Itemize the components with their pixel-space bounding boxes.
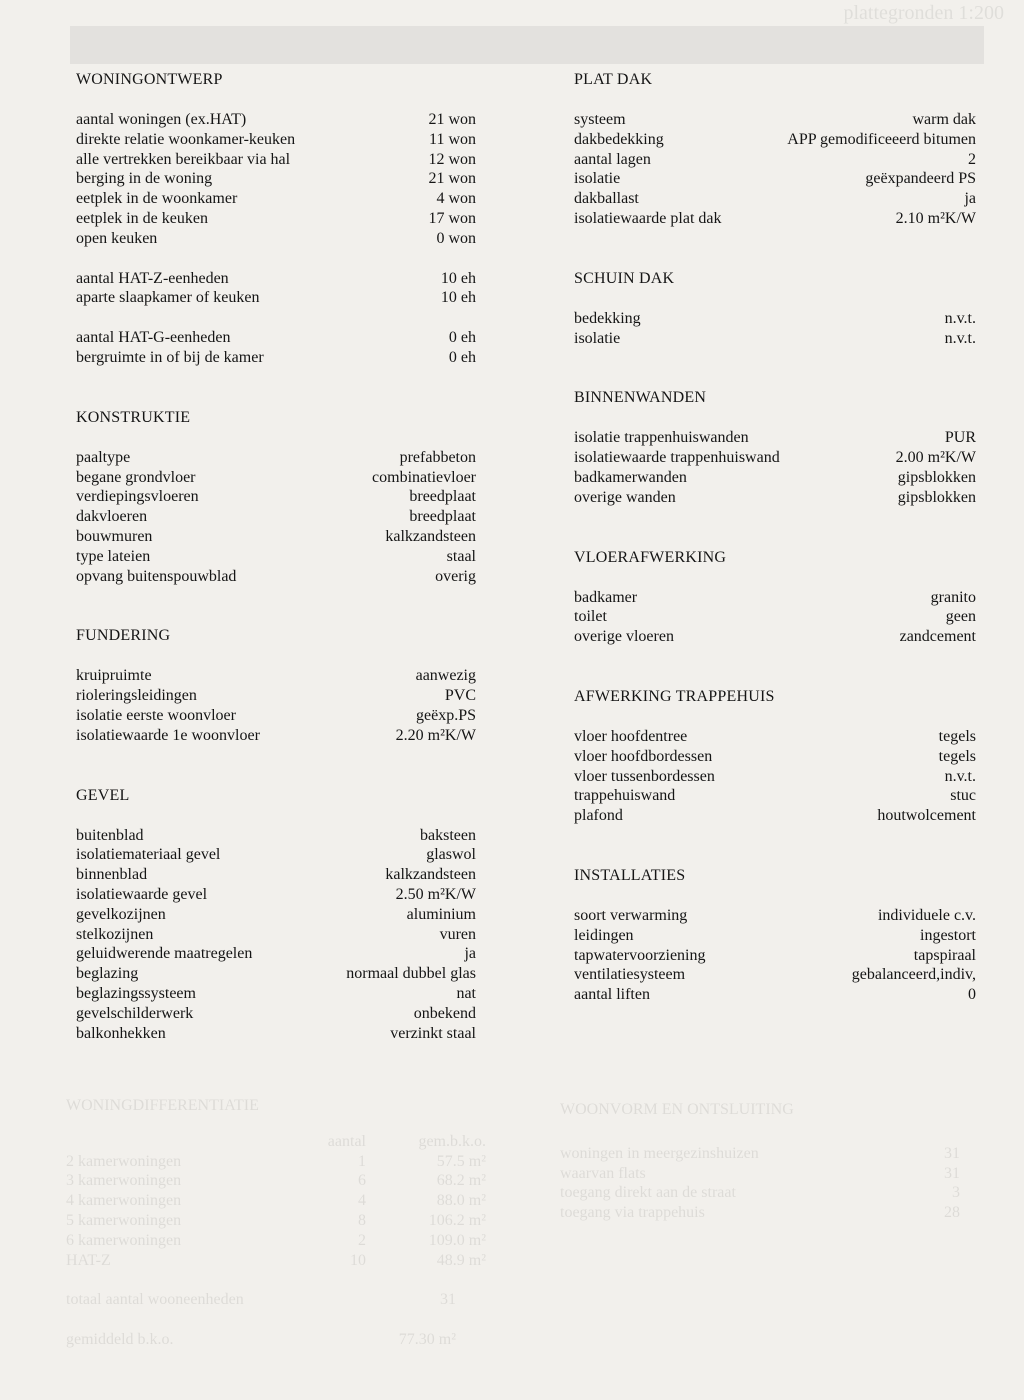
row-label: paaltype (76, 448, 131, 466)
table-row (76, 288, 476, 308)
row-value: stuc (950, 787, 976, 805)
row-label: dakbedekking (574, 130, 664, 148)
ghost-cell: 5 kamerwoningen (66, 1211, 182, 1229)
row-label: isolatiewaarde 1e woonvloer (76, 726, 260, 744)
table-row (560, 1144, 960, 1164)
row-value: 2.00 m²K/W (895, 449, 976, 467)
section-title: FUNDERING (76, 627, 171, 645)
table-row (574, 309, 976, 329)
row-label: bouwmuren (76, 527, 153, 545)
row-value: warm dak (912, 111, 976, 128)
ghost-cell: 6 kamerwoningen (66, 1231, 182, 1249)
section-title: GEVEL (76, 786, 130, 804)
row-value: 0 won (436, 229, 476, 247)
table-row (76, 567, 476, 587)
row-label: opvang buitenspouwblad (76, 567, 237, 585)
ghost-cell: 57.5 m² (436, 1152, 486, 1170)
section-title: VLOERAFWERKING (574, 548, 727, 566)
table-row (560, 1164, 960, 1184)
row-label: trappehuiswand (574, 787, 676, 805)
row-label: woningen in meergezinshuizen (560, 1144, 759, 1162)
row-label: leidingen (574, 926, 634, 944)
section-gevel (76, 786, 476, 1044)
row-label: beglazingssysteem (76, 984, 196, 1002)
table-row (76, 468, 476, 488)
row-value: n.v.t. (944, 767, 976, 785)
table-row (76, 905, 476, 925)
table-row (76, 845, 476, 865)
table-row (76, 944, 476, 964)
table-row (76, 527, 476, 547)
row-label: type lateien (76, 547, 151, 565)
row-label: beglazing (76, 965, 139, 983)
section-title: BINNENWANDEN (574, 389, 707, 407)
ghost-header-row (66, 1132, 486, 1152)
row-value: tegels (938, 747, 976, 765)
row-value: 28 (944, 1204, 960, 1222)
row-value: 10 eh (440, 269, 476, 287)
ghost-avg-row (66, 1330, 486, 1350)
ghost-cell: 4 kamerwoningen (66, 1192, 182, 1210)
row-label: bergruimte in of bij de kamer (76, 348, 264, 366)
row-label: dakballast (574, 190, 639, 208)
ghost-total-value: 31 (440, 1291, 456, 1309)
ghost-cell: 109.0 m² (428, 1231, 486, 1249)
row-label: gevelschilderwerk (76, 1004, 194, 1022)
right-column (574, 70, 976, 1005)
row-label: vloer hoofdentree (574, 727, 688, 745)
table-row (574, 150, 976, 170)
row-value: aanwezig (415, 667, 476, 685)
ghost-woningdifferentiatie (66, 1096, 486, 1350)
row-value: 10 eh (440, 289, 476, 307)
row-label: isolatie eerste woonvloer (76, 706, 236, 724)
row-label: tapwatervoorziening (574, 946, 706, 964)
table-row (76, 448, 476, 468)
row-label: plafond (574, 807, 623, 825)
table-row (574, 767, 976, 787)
table-row (76, 507, 476, 527)
table-row (76, 1024, 476, 1044)
section-title: AFWERKING TRAPPEHUIS (574, 687, 775, 705)
row-label: isolatie (574, 170, 621, 188)
row-value: 2.50 m²K/W (395, 885, 476, 903)
table-row (574, 747, 976, 767)
table-row (76, 328, 476, 348)
table-row (574, 588, 976, 608)
row-value: tapspiraal (913, 946, 976, 964)
table-row (76, 925, 476, 945)
row-value: 12 won (428, 150, 476, 168)
table-row (574, 946, 976, 966)
table-row (574, 607, 976, 627)
row-value: breedplaat (409, 488, 476, 506)
table-row (574, 965, 976, 985)
ghost-cell: 106.2 m² (428, 1211, 486, 1229)
row-value: geëxp.PS (416, 706, 476, 724)
table-row (76, 487, 476, 507)
row-label: toilet (574, 608, 607, 626)
section-fundering (76, 626, 476, 745)
table-row (76, 209, 476, 229)
table-row (76, 706, 476, 726)
ghost-cell: 68.2 m² (436, 1172, 486, 1190)
table-row (574, 428, 976, 448)
table-row (560, 1183, 960, 1203)
row-value: 31 (944, 1144, 960, 1162)
row-value: PVC (444, 687, 476, 705)
table-row (574, 209, 976, 229)
section-konstruktie (76, 408, 476, 587)
table-row (574, 169, 976, 189)
ghost-cell: 88.0 m² (436, 1192, 486, 1210)
row-label: binnenblad (76, 866, 148, 884)
section-binnenwanden (574, 388, 976, 507)
row-label: isolatie (574, 329, 621, 347)
row-value: gipsblokken (897, 468, 976, 486)
row-label: verdiepingsvloeren (76, 488, 199, 506)
row-value: granito (930, 588, 976, 606)
table-row (76, 964, 476, 984)
table-row (76, 348, 476, 368)
row-label: vloer tussenbordessen (574, 767, 715, 785)
row-value: individuele c.v. (877, 906, 976, 924)
table-row (574, 189, 976, 209)
row-value: aluminium (406, 905, 476, 923)
row-value: staal (446, 547, 476, 565)
row-value: prefabbeton (399, 448, 476, 466)
section-title: PLAT DAK (574, 71, 653, 88)
ghost-cell: 2 kamerwoningen (66, 1152, 182, 1170)
row-label: ventilatiesysteem (574, 966, 686, 984)
row-value: gipsblokken (897, 488, 976, 506)
ghost-cell: HAT-Z (66, 1251, 111, 1269)
table-row (574, 488, 976, 508)
ghost-cell: 3 kamerwoningen (66, 1172, 182, 1190)
row-label: isolatiewaarde trappenhuiswand (574, 449, 780, 467)
row-label: badkamerwanden (574, 468, 687, 486)
ghost-title: WONINGDIFFERENTIATIE (66, 1097, 259, 1114)
row-label: open keuken (76, 229, 158, 247)
row-value: 2.10 m²K/W (895, 209, 976, 227)
table-row (574, 130, 976, 150)
row-label: isolatiewaarde plat dak (574, 209, 722, 227)
row-label: direkte relatie woonkamer-keuken (76, 130, 296, 148)
table-row (76, 169, 476, 189)
table-row (574, 786, 976, 806)
row-label: alle vertrekken bereikbaar via hal (76, 150, 291, 168)
table-row (574, 448, 976, 468)
row-label: aantal HAT-G-eenheden (76, 329, 231, 347)
table-row (76, 189, 476, 209)
row-label: overige wanden (574, 488, 676, 506)
row-label: aantal woningen (ex.HAT) (76, 111, 247, 128)
row-value: overig (435, 567, 476, 585)
row-label: gevelkozijnen (76, 905, 166, 923)
section-plat-dak (574, 70, 976, 229)
table-row (76, 130, 476, 150)
row-value: n.v.t. (944, 309, 976, 327)
table-row (574, 627, 976, 647)
table-row (76, 269, 476, 289)
row-value: normaal dubbel glas (346, 965, 476, 983)
row-value: ingestort (920, 926, 976, 944)
row-value: 11 won (429, 130, 476, 148)
table-row (574, 110, 976, 130)
row-value: 0 (968, 986, 976, 1004)
row-label: isolatiewaarde gevel (76, 885, 208, 903)
ghost-avg-label: gemiddeld b.k.o. (66, 1331, 174, 1349)
row-value: 2.20 m²K/W (395, 726, 476, 744)
row-value: kalkzandsteen (385, 866, 476, 884)
table-row (76, 229, 476, 249)
table-row (76, 865, 476, 885)
scan-shadow (70, 26, 984, 64)
ghost-row (66, 1191, 486, 1211)
row-value: n.v.t. (944, 329, 976, 347)
row-label: isolatie trappenhuiswanden (574, 429, 749, 447)
row-label: rioleringsleidingen (76, 687, 197, 705)
table-row (574, 329, 976, 349)
table-row (76, 826, 476, 846)
row-value: geen (945, 608, 976, 626)
row-value: gebalanceerd,indiv, (851, 966, 976, 984)
row-value: zandcement (899, 628, 976, 646)
section-title: KONSTRUKTIE (76, 408, 191, 426)
row-label: eetplek in de woonkamer (76, 190, 238, 208)
section-vloerafwerking (574, 548, 976, 647)
row-value: glaswol (426, 846, 476, 864)
ghost-cell: 48.9 m² (436, 1251, 486, 1269)
section-schuin-dak (574, 269, 976, 349)
row-label: balkonhekken (76, 1024, 166, 1042)
row-value: 0 eh (448, 348, 476, 366)
ghost-total-label: totaal aantal wooneenheden (66, 1291, 244, 1309)
table-row (76, 110, 476, 130)
row-value: tegels (938, 727, 976, 745)
row-label: dakvloeren (76, 508, 148, 526)
left-column (76, 70, 476, 1043)
row-label: stelkozijnen (76, 925, 154, 943)
row-label: waarvan flats (560, 1164, 646, 1182)
ghost-cell: 1 (358, 1152, 366, 1170)
table-row (76, 150, 476, 170)
row-label: bedekking (574, 309, 641, 327)
row-label: aantal HAT-Z-eenheden (76, 269, 229, 287)
section-afwerking-trappehuis (574, 687, 976, 826)
section-title: SCHUIN DAK (574, 269, 675, 287)
ghost-cell: 2 (358, 1231, 366, 1249)
ghost-woonvorm (560, 1100, 960, 1223)
row-label: berging in de woning (76, 170, 213, 188)
table-row (574, 985, 976, 1005)
ghost-cell: 10 (350, 1251, 366, 1269)
ghost-cell: 6 (358, 1172, 366, 1190)
table-row (76, 1004, 476, 1024)
table-row (76, 547, 476, 567)
row-label: begane grondvloer (76, 468, 196, 486)
row-value: APP gemodificeeerd bitumen (787, 130, 976, 148)
row-value: geëxpandeerd PS (865, 170, 976, 188)
table-row (76, 686, 476, 706)
row-value: baksteen (420, 826, 476, 844)
row-value: 3 (952, 1184, 960, 1202)
row-label: geluidwerende maatregelen (76, 945, 253, 963)
row-value: houtwolcement (877, 807, 976, 825)
table-row (574, 926, 976, 946)
row-value: combinatievloer (372, 468, 476, 486)
row-value: verzinkt staal (390, 1024, 476, 1042)
row-value: 0 eh (448, 329, 476, 347)
row-label: buitenblad (76, 826, 144, 844)
row-value: ja (464, 945, 476, 963)
table-row (574, 906, 976, 926)
ghost-row (66, 1251, 486, 1271)
table-row (76, 666, 476, 686)
table-row (574, 806, 976, 826)
row-label: aantal liften (574, 986, 650, 1004)
section-title: WONINGONTWERP (76, 71, 223, 88)
ghost-row (66, 1171, 486, 1191)
section-woningontwerp (76, 70, 476, 368)
ghost-avg-value: 77.30 m² (398, 1331, 456, 1349)
table-row (76, 726, 476, 746)
row-label: toegang via trappehuis (560, 1204, 705, 1222)
ghost-col-head: aantal (327, 1132, 366, 1150)
ghost-cell: 8 (358, 1211, 366, 1229)
row-value: 31 (944, 1164, 960, 1182)
ghost-cell: 4 (358, 1192, 366, 1210)
row-label: overige vloeren (574, 628, 674, 646)
ghost-col-head: gem.b.k.o. (418, 1132, 486, 1150)
row-value: 21 won (428, 170, 476, 188)
table-row (574, 727, 976, 747)
row-value: ja (964, 190, 976, 208)
ghost-row (66, 1231, 486, 1251)
row-label: soort verwarming (574, 906, 688, 924)
row-label: badkamer (574, 588, 638, 606)
row-label: aparte slaapkamer of keuken (76, 289, 260, 307)
table-row (574, 468, 976, 488)
row-label: vloer hoofdbordessen (574, 747, 713, 765)
row-value: breedplaat (409, 508, 476, 526)
row-label: systeem (574, 111, 626, 128)
row-value: 21 won (428, 111, 476, 128)
row-value: vuren (439, 925, 476, 943)
section-title: INSTALLATIES (574, 866, 686, 884)
row-label: eetplek in de keuken (76, 209, 208, 227)
table-row (560, 1203, 960, 1223)
row-value: PUR (944, 429, 976, 447)
row-label: isolatiemateriaal gevel (76, 846, 221, 864)
row-value: 2 (968, 150, 976, 168)
header-ghost-text: plattegronden 1:200 (843, 2, 1004, 24)
row-value: nat (456, 984, 476, 1002)
section-installaties (574, 866, 976, 1005)
row-label: toegang direkt aan de straat (560, 1184, 736, 1202)
table-row (76, 885, 476, 905)
ghost-row (66, 1152, 486, 1172)
row-label: kruipruimte (76, 667, 152, 685)
ghost-title: WOONVORM EN ONTSLUITING (560, 1101, 794, 1118)
row-value: kalkzandsteen (385, 527, 476, 545)
table-row (76, 984, 476, 1004)
row-value: onbekend (413, 1004, 476, 1022)
row-label: aantal lagen (574, 150, 651, 168)
row-value: 4 won (436, 190, 476, 208)
row-value: 17 won (428, 209, 476, 227)
ghost-row (66, 1211, 486, 1231)
ghost-total-row (66, 1290, 486, 1310)
